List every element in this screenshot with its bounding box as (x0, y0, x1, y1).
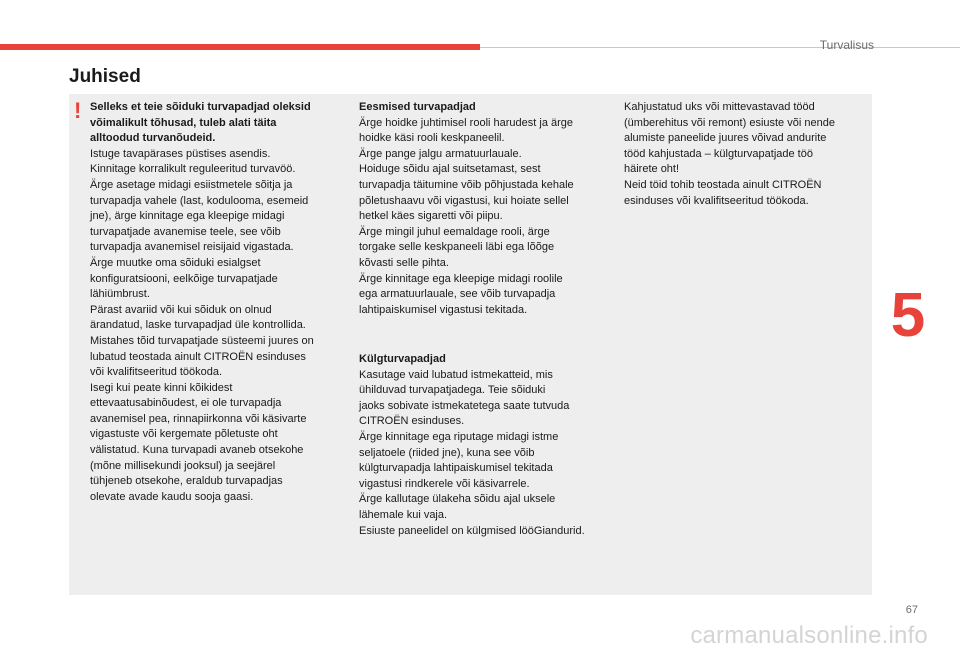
front-airbags-line: kõvasti selle pihta. (359, 256, 449, 269)
warning-column (90, 100, 352, 505)
warning-body-line: olevate avade kaudu sooja gaasi. (90, 490, 254, 503)
exclamation-icon: ! (74, 98, 82, 123)
side-airbags-line: seljatoele (riided jne), kuna see võib (359, 446, 535, 459)
warning-heading-line: võimalikult tõhusad, tuleb alati täita (90, 116, 277, 129)
chapter-number: 5 (890, 281, 926, 350)
front-airbags-line: Ärge pange jalgu armatuurlauale. (359, 147, 522, 160)
side-airbags-line: Esiuste paneelidel on külgmised lööGiandurid. (359, 524, 585, 537)
warning-body-line: lähiümbrust. (90, 288, 150, 301)
doors-note-line: tööd kahjustada – külgturvapatjade töö (624, 147, 813, 160)
warning-body-line: turvapadja vahele (last, kodulooma, esemeid (90, 194, 309, 207)
doors-note-line: (ümberehitus või remont) esiuste või nende (624, 116, 835, 129)
warning-body-line: Istuge tavapärases püstises asendis. (90, 147, 271, 160)
warning-body-line: lubatud teostada ainult CITROËN esinduses (90, 350, 306, 363)
page-number: 67 (905, 604, 918, 616)
side-airbags-line: jaoks sobivate istmekatetega saate tutvuda (359, 399, 570, 412)
warning-heading-line: Selleks et teie sõiduki turvapadjad oleksid (90, 101, 311, 113)
doors-note-line: esinduses või kvalifitseeritud töökoda. (624, 194, 809, 207)
doors-note-line: Kahjustatud uks või mittevastavad tööd (624, 101, 815, 113)
warning-body-line: jne), ärge kinnitage ega kleepige midagi (90, 210, 285, 223)
warning-body-line: tühjeneb otsekohe, eraldub turvapadjas (90, 475, 283, 488)
front-airbags-line: Ärge kinnitage ega kleepige midagi roolile (359, 272, 563, 285)
warning-body-line: (mõne millisekundi jooksul) ja seejärel (90, 459, 276, 472)
page-title: Juhised (69, 66, 141, 87)
front-airbags-line: lahtipaiskumisel vigastusi tekitada. (359, 303, 528, 316)
front-airbags-line: ega armatuurlauale, see võib turvapadja (359, 288, 556, 301)
front-airbags-line: Ärge hoidke juhtimisel rooli harudest ja ärge (359, 116, 574, 129)
warning-body-line: välistatud. Kuna turvapadi avaneb otsekohe (90, 444, 304, 457)
doors-note-line: Neid töid tohib teostada ainult CITROËN (624, 178, 822, 191)
section-label: Turvalisus (819, 38, 874, 52)
warning-body-line: Kinnitage korralikult reguleeritud turvavöö. (90, 163, 296, 176)
warning-body-line: avanemisel pea, rinnapiirkonna või käsivarte (90, 412, 307, 425)
side-airbags-line: Ärge kinnitage ega riputage midagi istme (359, 430, 559, 443)
warning-body-line: Isegi kui peate kinni kõikidest (90, 381, 233, 394)
front-airbags-line: hetkel käes sigaretti või piipu. (359, 210, 503, 223)
warning-body-line: ettevaatusabinõudest, ei ole turvapadja (90, 397, 282, 410)
watermark: carmanualsonline.info (690, 622, 928, 649)
doors-note-body (624, 100, 864, 209)
warning-body-line: konfiguratsiooni, eelkõige turvapatjade (90, 272, 278, 285)
front-airbags-body (359, 116, 609, 319)
front-airbags-heading: Eesmised turvapadjad (359, 101, 476, 113)
warning-heading-line: alltoodud turvanõudeid. (90, 132, 216, 145)
warning-body (90, 147, 352, 506)
warning-body-line: Pärast avariid või kui sõiduk on olnud (90, 303, 272, 316)
warning-body-line: ärandatud, laske turvapadjad üle kontrollida. (90, 319, 306, 332)
side-airbags-line: Ärge kallutage ülakeha sõidu ajal uksele (359, 493, 556, 506)
warning-body-line: turvapatjade avanemise teele, see võib (90, 225, 281, 238)
side-airbags-line: ühilduvad turvapatjadega. Teie sõiduki (359, 384, 546, 397)
doors-note-line: alumiste paneelide juures võivad andurite (624, 132, 827, 145)
warning-body-line: Mistahes tõid turvapatjade süsteemi juures on (90, 334, 314, 347)
side-airbags-line: Kasutage vaid lubatud istmekatteid, mis (359, 368, 553, 381)
warning-body-line: Ärge muutke oma sõiduki esialgset (90, 256, 261, 269)
doors-note-line: häirete oht! (624, 163, 680, 176)
front-airbags-line: Ärge mingil juhul eemaldage rooli, ärge (359, 225, 550, 238)
warning-body-line: Ärge asetage midagi esiistmetele sõitja ja (90, 178, 293, 191)
side-airbags-line: vigastusi rindkerele või käsivarrele. (359, 477, 530, 490)
doors-note-section (624, 100, 864, 209)
header-divider (480, 47, 960, 48)
front-airbags-line: Hoiduge sõidu ajal suitsetamast, sest (359, 163, 541, 176)
warning-body-line: vigastuste või kergemate põletuste oht (90, 428, 278, 441)
side-airbags-section (359, 352, 609, 539)
side-airbags-line: CITROËN esinduses. (359, 415, 465, 428)
front-airbags-line: turvapadja täitumine võib põhjustada kehale (359, 178, 574, 191)
front-airbags-line: hoidke käsi rooli keskpaneelil. (359, 132, 505, 145)
front-airbags-line: põletushaavu või vigastusi, kui hoiate sellel (359, 194, 569, 207)
warning-heading (90, 100, 352, 147)
side-airbags-line: külgturvapadja lahtipaiskumisel tekitada (359, 462, 553, 475)
header-accent-bar (0, 44, 480, 50)
front-airbags-line: torgake selle keskpaneeli läbi ega lõõge (359, 241, 555, 254)
side-airbags-line: lähemale kui vaja. (359, 508, 448, 521)
warning-body-line: või kvalifitseeritud töökoda. (90, 366, 223, 379)
side-airbags-body (359, 368, 609, 540)
side-airbags-heading: Külgturvapadjad (359, 353, 446, 365)
front-airbags-section (359, 100, 609, 318)
warning-body-line: turvapadja avanemisel reisijaid vigastada. (90, 241, 294, 254)
